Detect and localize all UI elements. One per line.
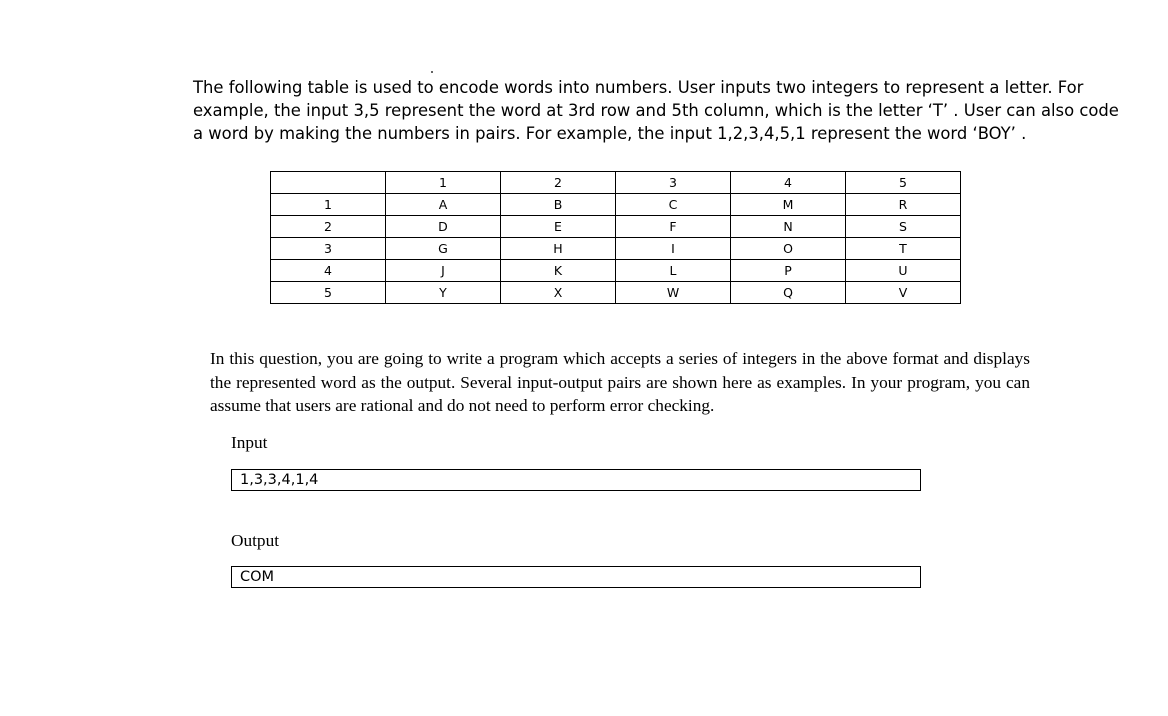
table-cell: J [386,260,501,282]
stray-dot [431,71,433,73]
table-cell: P [731,260,846,282]
table-header-cell: 4 [731,172,846,194]
table-cell: G [386,238,501,260]
table-cell: U [846,260,961,282]
intro-paragraph [193,76,1128,145]
question-line-2: displays the represented word as the output. Several input-output pairs are shown here as examples. In your [210,349,1030,392]
row-number-cell: 1 [271,194,386,216]
question-paragraph [210,347,1030,418]
input-example-box: 1,3,3,4,1,4 [231,469,921,491]
table-cell: C [616,194,731,216]
table-header-cell [271,172,386,194]
table-cell: E [501,216,616,238]
row-number-cell: 2 [271,216,386,238]
table-cell: Y [386,282,501,304]
encoding-table [270,171,961,304]
intro-line-3: a word by making the numbers in pairs. For example, the input 1,2,3,4,5,1 represent the word ‘BOY’ . [193,124,1027,143]
intro-line-2: example, the input 3,5 represent the word at 3rd row and 5th column, which is the letter ‘T’ . User can also code [193,101,1119,120]
table-cell: K [501,260,616,282]
row-number-cell: 3 [271,238,386,260]
table-header-cell: 5 [846,172,961,194]
table-row [271,260,961,282]
table-row [271,194,961,216]
table-row [271,282,961,304]
table-cell: R [846,194,961,216]
table-cell: T [846,238,961,260]
table-row [271,216,961,238]
table-header-cell: 1 [386,172,501,194]
table-row [271,238,961,260]
question-line-1: In this question, you are going to write a program which accepts a series of integers in the above format and [210,349,969,368]
intro-line-1: The following table is used to encode words into numbers. User inputs two integers to represent a letter. For [193,78,1084,97]
row-number-cell: 4 [271,260,386,282]
table-cell: O [731,238,846,260]
table-cell: Q [731,282,846,304]
table-cell: X [501,282,616,304]
table-cell: L [616,260,731,282]
table-cell: F [616,216,731,238]
table-header-row [271,172,961,194]
table-cell: H [501,238,616,260]
table-cell: V [846,282,961,304]
table-cell: M [731,194,846,216]
table-cell: B [501,194,616,216]
table-header-cell: 2 [501,172,616,194]
question-line-3: program, you can assume that users are rational and do not need to perform error checking. [210,372,1030,415]
input-label: Input [231,433,268,452]
table-header-cell: 3 [616,172,731,194]
row-number-cell: 5 [271,282,386,304]
output-example-box: COM [231,566,921,588]
output-label: Output [231,531,280,550]
table-cell: N [731,216,846,238]
table-cell: S [846,216,961,238]
table-cell: A [386,194,501,216]
table-cell: D [386,216,501,238]
table-cell: W [616,282,731,304]
table-cell: I [616,238,731,260]
